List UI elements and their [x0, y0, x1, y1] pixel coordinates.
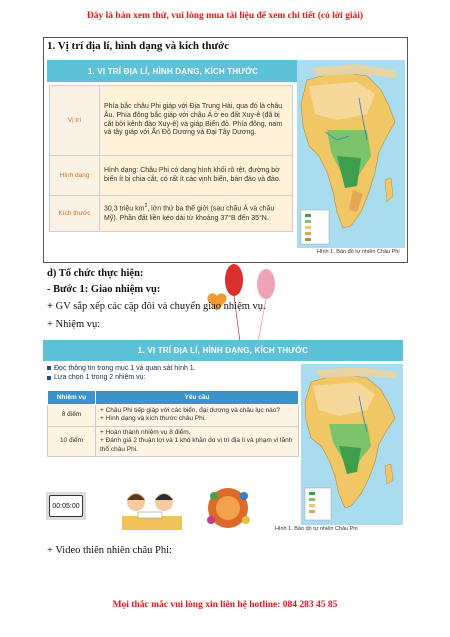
requirement-line: + Đánh giá 2 thuận lợi và 1 khó khăn do vị trí địa lí và phạm vi lãnh thổ châu Phi.: [100, 437, 293, 453]
slide-title-banner: 1. VỊ TRÍ ĐỊA LÍ, HÌNH DẠNG, KÍCH THƯỚC: [43, 340, 403, 361]
requirement-line: + Hình dạng và kích thước châu Phi.: [100, 415, 206, 423]
size-value: 30,3 triệu km: [104, 205, 145, 213]
step1-task-line: [47, 301, 266, 312]
countdown-timer: 00:05:00: [49, 495, 83, 517]
list-item: [47, 364, 196, 373]
row-label: Hình dạng: [50, 156, 100, 196]
bullet-text: Đọc thông tin trong mục 1 và quan sát hình 1.: [54, 365, 196, 372]
table-row: [50, 196, 293, 232]
task-points: 8 điểm: [48, 405, 96, 427]
video-line: + Video thiên nhiên châu Phi:: [47, 545, 172, 556]
task-table: [47, 390, 299, 457]
info-table: [49, 85, 293, 232]
africa-map: [297, 60, 405, 248]
list-item: [47, 373, 196, 382]
size-text: , lớn thứ ba thế giới (sau châu Á và châu Mỹ). Phần đất liền kéo dài từ khoảng 37°B đến 35°N.: [104, 205, 275, 222]
task-label-line: + Nhiệm vụ:: [47, 319, 101, 330]
students-illustration: [118, 486, 268, 532]
row-content: [100, 196, 293, 232]
slide-task-table: [43, 340, 403, 536]
row-content: Hình dạng: Châu Phi có dạng hình khối rõ rệt, đường bờ biển ít bị chia cắt, có rất ít các vịnh biển, bán đảo và đảo.: [100, 156, 293, 196]
column-header: Yêu cầu: [96, 391, 299, 405]
task-points: 10 điểm: [48, 426, 96, 456]
task-text: GV sắp xếp các cặp đôi và chuyển giao nhiệm vụ.: [52, 301, 266, 312]
section-heading: 1. Vị trí địa lí, hình dạng và kích thước: [47, 40, 230, 52]
bullet-text: Lựa chọn 1 trong 2 nhiệm vụ:: [54, 374, 146, 382]
map-caption: Hình 1. Bản đồ tự nhiên Châu Phi: [275, 526, 358, 532]
table-row: [48, 426, 299, 456]
row-label: Kích thước: [50, 196, 100, 232]
plus-marker: +: [47, 301, 53, 312]
slide-location-table: [47, 57, 405, 257]
watermark-bottom: Mọi thắc mắc vui lòng xin liên hệ hotline: 084 283 45 85: [112, 600, 338, 610]
bullet-icon: [47, 376, 51, 380]
requirement-line: + Châu Phi tiếp giáp với các biển, đại dương và châu lục nào?: [100, 407, 281, 414]
size-exponent: 2: [144, 203, 148, 210]
table-row: [50, 156, 293, 196]
table-header-row: [48, 391, 299, 405]
row-label: Vị trí: [50, 86, 100, 156]
task-requirement: [96, 405, 299, 427]
requirement-line: + Hoàn thành nhiệm vụ 8 điểm.: [100, 428, 191, 436]
column-header: Nhiệm vụ: [48, 391, 96, 405]
watermark-top: Đây là bản xem thử, vui lòng mua tài liệu để xem chi tiết (có lời giải): [86, 11, 364, 21]
task-requirement: [96, 426, 299, 456]
row-content: Phía bắc châu Phi giáp với Địa Trung Hải, qua đó là châu Âu. Phía đông bắc giáp với châu Á ở eo đất Xuy-ê (đã bị cắt bởi kênh đào Xuy-ê) và giáp Biển đỏ. Phía đông, nam và tây giáp với Ấn Độ Dương và Đại Tây Dương.: [100, 86, 293, 156]
map-caption: Hình 1. Bản đồ tự nhiên Châu Phi: [317, 249, 400, 255]
organize-heading: d) Tổ chức thực hiện:: [47, 268, 144, 279]
africa-map: [301, 364, 403, 525]
instruction-list: [47, 364, 196, 383]
table-row: [50, 86, 293, 156]
slide-title-banner: 1. VỊ TRÍ ĐỊA LÍ, HÌNH DẠNG, KÍCH THƯỚC: [47, 60, 299, 82]
table-row: [48, 405, 299, 427]
bullet-icon: [47, 366, 51, 370]
step1-heading: - Bước 1: Giao nhiệm vụ:: [47, 284, 161, 295]
